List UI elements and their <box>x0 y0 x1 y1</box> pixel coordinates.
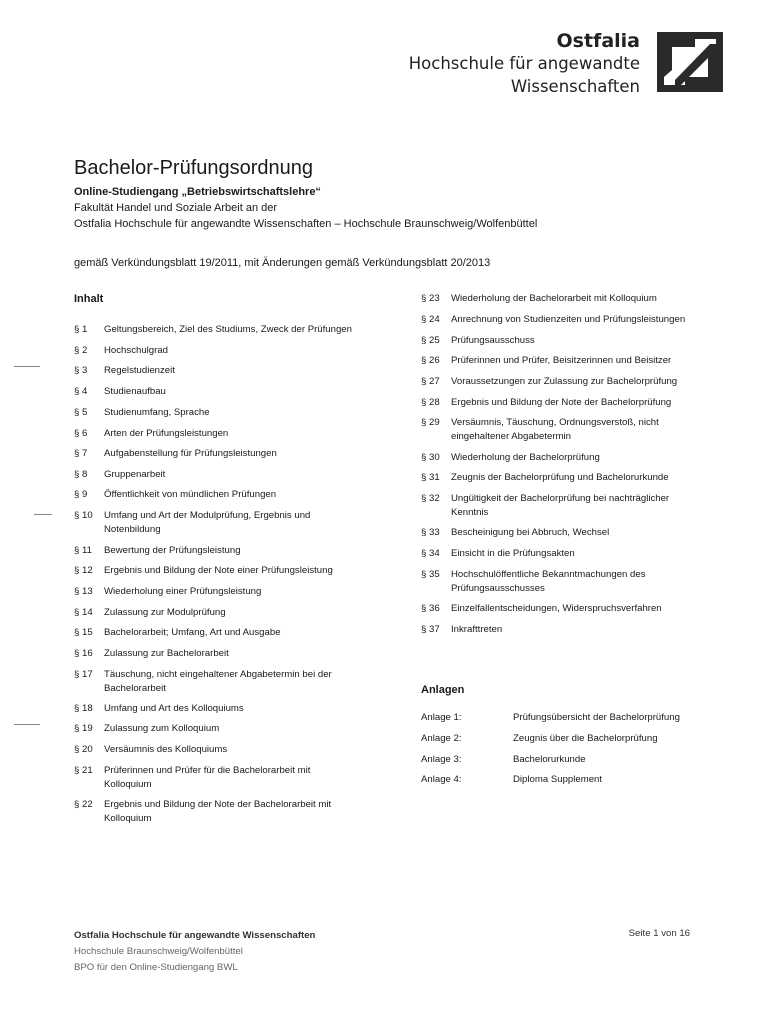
toc-text: Aufgabenstellung für Prüfungsleistungen <box>104 448 277 459</box>
anlage-text: Zeugnis über die Bachelorprüfung <box>513 733 658 744</box>
toc-text: Bewertung der Prüfungsleistung <box>104 545 241 556</box>
footer-document: BPO für den Online-Studiengang BWL <box>74 962 238 973</box>
logo-name: Ostfalia <box>556 30 640 52</box>
toc-text: Zulassung zur Modulprüfung <box>104 607 226 618</box>
toc-text: Bescheinigung bei Abbruch, Wechsel <box>451 527 610 538</box>
toc-text: Umfang und Art der Modulprüfung, Ergebnis und Notenbildung <box>104 510 311 535</box>
toc-text: Hochschulgrad <box>104 345 168 356</box>
toc-text: Einsicht in die Prüfungsakten <box>451 548 575 559</box>
toc-text: Studienaufbau <box>104 386 166 397</box>
toc-number: § 21 <box>74 765 93 776</box>
toc-number: § 27 <box>421 376 440 387</box>
subtitle-institution: Ostfalia Hochschule für angewandte Wissenschaften – Hochschule Braunschweig/Wolfenbüttel <box>74 218 538 230</box>
anlage-number: Anlage 1: <box>421 712 462 723</box>
toc-number: § 22 <box>74 799 93 810</box>
toc-text: Öffentlichkeit von mündlichen Prüfungen <box>104 489 277 500</box>
toc-text: Prüferinnen und Prüfer für die Bachelorarbeit mit Kolloquium <box>104 765 311 790</box>
subtitle-program: Online-Studiengang „Betriebswirtschaftslehre“ <box>74 186 321 198</box>
toc-text: Ergebnis und Bildung der Note der Bachelorarbeit mit Kolloquium <box>104 799 332 824</box>
footer-school: Hochschule Braunschweig/Wolfenbüttel <box>74 946 243 957</box>
page-title: Bachelor-Prüfungsordnung <box>74 157 314 179</box>
toc-text: Bachelorarbeit; Umfang, Art und Ausgabe <box>104 627 281 638</box>
toc-number: § 29 <box>421 417 440 428</box>
anlage-text: Bachelorurkunde <box>513 754 586 765</box>
toc-text: Täuschung, nicht eingehaltener Abgabetermin bei der Bachelorarbeit <box>104 669 332 694</box>
anlagen-heading: Anlagen <box>421 684 465 696</box>
toc-text: Versäumnis, Täuschung, Ordnungsverstoß, nicht eingehaltener Abgabetermin <box>451 417 659 442</box>
toc-number: § 11 <box>74 545 92 556</box>
toc-number: § 9 <box>74 489 88 500</box>
anlage-number: Anlage 2: <box>421 733 462 744</box>
toc-number: § 37 <box>421 624 440 635</box>
toc-text: Ergebnis und Bildung der Note einer Prüfungsleistung <box>104 565 333 576</box>
toc-number: § 17 <box>74 669 93 680</box>
page-number: Seite 1 von 16 <box>628 928 690 939</box>
toc-text: Zulassung zur Bachelorarbeit <box>104 648 229 659</box>
toc-text: Voraussetzungen zur Zulassung zur Bachelorprüfung <box>451 376 678 387</box>
toc-number: § 24 <box>421 314 440 325</box>
toc-text: Ungültigkeit der Bachelorprüfung bei nachträglicher Kenntnis <box>451 493 670 518</box>
toc-text: Anrechnung von Studienzeiten und Prüfungsleistungen <box>451 314 686 325</box>
toc-number: § 23 <box>421 293 440 304</box>
toc-number: § 16 <box>74 648 93 659</box>
toc-number: § 32 <box>421 493 440 504</box>
toc-number: § 6 <box>74 428 88 439</box>
toc-text: Ergebnis und Bildung der Note der Bachelorprüfung <box>451 397 672 408</box>
logo-line-2: Hochschule für angewandte <box>408 54 640 73</box>
toc-number: § 35 <box>421 569 440 580</box>
toc-number: § 26 <box>421 355 440 366</box>
toc-number: § 18 <box>74 703 93 714</box>
toc-text: Wiederholung der Bachelorarbeit mit Kolloquium <box>451 293 657 304</box>
toc-number: § 13 <box>74 586 93 597</box>
toc-text: Regelstudienzeit <box>104 365 175 376</box>
toc-number: § 31 <box>421 472 440 483</box>
toc-text: Hochschulöffentliche Bekanntmachungen des Prüfungsausschusses <box>451 569 646 594</box>
toc-number: § 14 <box>74 607 93 618</box>
toc-text: Studienumfang, Sprache <box>104 407 210 418</box>
toc-number: § 4 <box>74 386 88 397</box>
toc-text: Umfang und Art des Kolloquiums <box>104 703 244 714</box>
toc-number: § 30 <box>421 452 440 463</box>
toc-number: § 36 <box>421 603 440 614</box>
anlage-text: Prüfungsübersicht der Bachelorprüfung <box>513 712 680 723</box>
toc-text: Wiederholung einer Prüfungsleistung <box>104 586 262 597</box>
toc-number: § 8 <box>74 469 88 480</box>
toc-number: § 5 <box>74 407 88 418</box>
toc-number: § 7 <box>74 448 88 459</box>
toc-text: Zeugnis der Bachelorprüfung und Bachelorurkunde <box>451 472 669 483</box>
toc-text: Geltungsbereich, Ziel des Studiums, Zweck der Prüfungen <box>104 324 352 335</box>
toc-text: Inkrafttreten <box>451 624 503 635</box>
anlage-number: Anlage 3: <box>421 754 462 765</box>
toc-text: Prüfungsausschuss <box>451 335 535 346</box>
toc-text: Gruppenarbeit <box>104 469 166 480</box>
toc-number: § 25 <box>421 335 440 346</box>
toc-number: § 20 <box>74 744 93 755</box>
toc-text: Zulassung zum Kolloquium <box>104 723 220 734</box>
anlage-number: Anlage 4: <box>421 774 462 785</box>
toc-number: § 10 <box>74 510 93 521</box>
subtitle-publication: gemäß Verkündungsblatt 19/2011, mit Änderungen gemäß Verkündungsblatt 20/2013 <box>74 257 491 269</box>
toc-number: § 2 <box>74 345 88 356</box>
anlage-text: Diploma Supplement <box>513 774 603 785</box>
toc-text: Prüferinnen und Prüfer, Beisitzerinnen und Beisitzer <box>451 355 672 366</box>
toc-number: § 3 <box>74 365 88 376</box>
toc-text: Wiederholung der Bachelorprüfung <box>451 452 600 463</box>
toc-heading: Inhalt <box>74 293 104 305</box>
toc-text: Versäumnis des Kolloquiums <box>104 744 228 755</box>
toc-number: § 34 <box>421 548 440 559</box>
toc-text: Arten der Prüfungsleistungen <box>104 428 229 439</box>
logo-line-3: Wissenschaften <box>510 77 640 96</box>
toc-text: Einzelfallentscheidungen, Widerspruchsverfahren <box>451 603 662 614</box>
footer-institution: Ostfalia Hochschule für angewandte Wissenschaften <box>74 930 316 941</box>
toc-number: § 12 <box>74 565 93 576</box>
toc-number: § 33 <box>421 527 440 538</box>
toc-number: § 1 <box>74 324 88 335</box>
toc-number: § 28 <box>421 397 440 408</box>
toc-number: § 15 <box>74 627 93 638</box>
subtitle-faculty: Fakultät Handel und Soziale Arbeit an der <box>74 202 278 214</box>
toc-number: § 19 <box>74 723 93 734</box>
